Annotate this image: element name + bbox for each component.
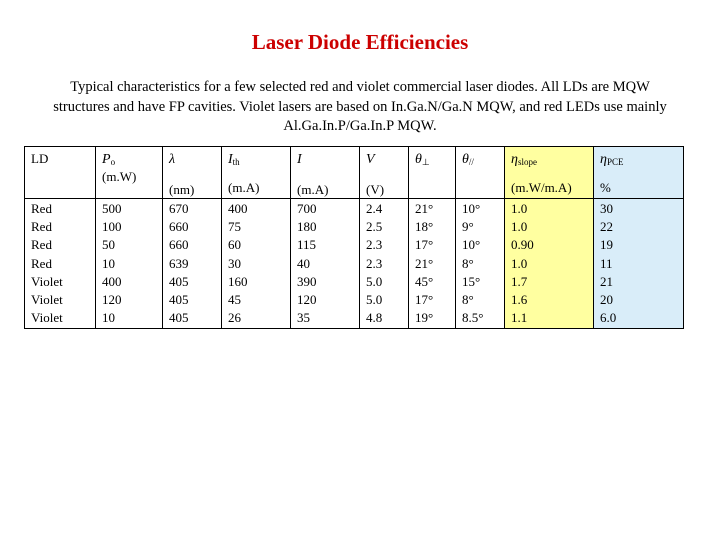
- table-cell-value: 10°: [462, 201, 481, 216]
- table-cell-value: 26: [228, 310, 241, 326]
- table-cell-value: 11: [600, 255, 613, 271]
- header-theta-perp-subscript: ⊥: [421, 157, 430, 167]
- header-ld-label: LD: [31, 151, 49, 166]
- header-lambda-unit: (nm): [169, 182, 195, 197]
- table-cell-value: 400: [228, 201, 248, 216]
- table-cell-value: 405: [169, 292, 189, 308]
- header-i-unit: (m.A): [297, 182, 329, 197]
- table-cell-value: 21°: [415, 255, 434, 271]
- column-v-cell: [360, 199, 409, 329]
- header-theta-perp-symbol: θ: [415, 152, 422, 167]
- table-cell-value: Red: [31, 201, 52, 216]
- table-cell-value: 4.8: [366, 310, 383, 326]
- header-eta-pce-symbol: η: [600, 152, 607, 167]
- table-cell-value: 660: [169, 237, 189, 253]
- table-cell-value: 10°: [462, 237, 481, 253]
- table-cell-value: 100: [102, 219, 122, 235]
- column-theta-par-cell: [456, 199, 505, 329]
- header-po-subscript: o: [110, 157, 116, 167]
- table-cell-value: Violet: [31, 292, 63, 308]
- table-cell-value: 35: [297, 310, 310, 326]
- page-title: Laser Diode Efficiencies: [251, 30, 469, 54]
- table-cell-value: 0.90: [511, 237, 534, 253]
- table-cell-value: 180: [297, 219, 317, 235]
- header-eta-slope: [505, 147, 594, 199]
- table-cell-value: 5.0: [366, 292, 383, 308]
- table-cell-value: 1.0: [511, 201, 528, 216]
- table-cell-value: 400: [102, 273, 122, 289]
- table-cell-value: 1.1: [511, 310, 528, 326]
- header-v-symbol: V: [366, 152, 375, 167]
- table-cell-value: 2.4: [366, 201, 383, 216]
- header-theta-par: [456, 147, 505, 199]
- column-lambda-cell: [163, 199, 222, 329]
- table-cell-value: 10: [102, 255, 115, 271]
- header-ith-subscript: th: [232, 157, 240, 167]
- column-po-cell: [96, 199, 163, 329]
- table-body-row: [25, 199, 684, 329]
- table-cell-value: 160: [228, 273, 248, 289]
- table-cell-value: 8°: [462, 255, 474, 271]
- column-eta-pce-cell: [594, 199, 684, 329]
- table-cell-value: 1.6: [511, 292, 528, 308]
- table-cell-value: 45°: [415, 273, 434, 289]
- header-ith-unit: (m.A): [228, 180, 260, 195]
- table-cell-value: 405: [169, 273, 189, 289]
- header-po: [96, 147, 163, 199]
- table-cell-value: 15°: [462, 273, 481, 289]
- table-cell-value: 17°: [415, 292, 434, 308]
- table-cell-value: 60: [228, 237, 241, 253]
- header-lambda: [163, 147, 222, 199]
- table-cell-value: Red: [31, 219, 52, 235]
- header-ith-symbol: I: [228, 152, 233, 167]
- table-cell-value: 21: [600, 273, 613, 289]
- table-cell-value: 405: [169, 310, 189, 326]
- table-cell-value: 8°: [462, 292, 474, 308]
- table-cell-value: 50: [102, 237, 115, 253]
- header-po-unit: (m.W): [102, 169, 137, 184]
- table-cell-value: 8.5°: [462, 310, 484, 326]
- table-cell-value: Violet: [31, 310, 63, 326]
- column-ld-cell: [25, 199, 96, 329]
- header-eta-slope-symbol: η: [511, 152, 518, 167]
- table-cell-value: 1.0: [511, 219, 528, 235]
- table-header-row: [25, 147, 684, 199]
- header-ld: [25, 147, 96, 199]
- table-cell-value: 120: [297, 292, 317, 308]
- table-cell-value: 30: [228, 255, 241, 271]
- table-cell-value: 19°: [415, 310, 434, 326]
- table-cell-value: 75: [228, 219, 241, 235]
- table-cell-value: 30: [600, 201, 613, 216]
- header-eta-pce-unit: %: [600, 180, 611, 195]
- column-i-cell: [291, 199, 360, 329]
- table-cell-value: 700: [297, 201, 317, 216]
- header-theta-perp: [409, 147, 456, 199]
- header-eta-slope-subscript: slope: [517, 157, 537, 167]
- table-cell-value: 120: [102, 292, 122, 308]
- table-cell-value: 115: [297, 237, 317, 253]
- table-cell-value: 9°: [462, 219, 474, 235]
- table-cell-value: 6.0: [600, 310, 617, 326]
- table-cell-value: 19: [600, 237, 613, 253]
- table-cell-value: 2.5: [366, 219, 383, 235]
- table-cell-value: 1.7: [511, 273, 528, 289]
- header-i: [291, 147, 360, 199]
- table-cell-value: 2.3: [366, 255, 383, 271]
- intro-paragraph: Typical characteristics for a few selected red and violet commercial laser diodes. All LDs are MQW structures and have FP cavities. Violet lasers are based on In.Ga.N/Ga.N MQW, and red LEDs use mainly Al.Ga.In.P/Ga.In.P MQW.: [53, 79, 667, 134]
- column-theta-perp-cell: [409, 199, 456, 329]
- table-cell-value: 20: [600, 292, 613, 308]
- header-v-unit: (V): [366, 182, 385, 197]
- table-cell-value: 21°: [415, 201, 434, 216]
- table-cell-value: Violet: [31, 273, 63, 289]
- header-po-symbol: P: [102, 152, 111, 167]
- table-cell-value: 10: [102, 310, 115, 326]
- header-theta-par-subscript: //: [468, 157, 474, 167]
- header-lambda-symbol: λ: [169, 152, 176, 167]
- table-cell-value: 670: [169, 201, 189, 216]
- table-cell-value: 639: [169, 255, 189, 271]
- header-eta-pce-subscript: PCE: [606, 157, 624, 167]
- table-cell-value: Red: [31, 255, 52, 271]
- table-cell-value: 500: [102, 201, 122, 216]
- table-cell-value: 45: [228, 292, 241, 308]
- header-v: [360, 147, 409, 199]
- header-eta-pce: [594, 147, 684, 199]
- table-cell-value: Red: [31, 237, 52, 253]
- table-cell-value: 390: [297, 273, 317, 289]
- column-ith-cell: [222, 199, 291, 329]
- header-theta-par-symbol: θ: [462, 152, 469, 167]
- table-cell-value: 2.3: [366, 237, 383, 253]
- laser-diode-table: [24, 146, 684, 329]
- table-cell-value: 1.0: [511, 255, 528, 271]
- column-eta-slope-cell: [505, 199, 594, 329]
- table-cell-value: 40: [297, 255, 310, 271]
- header-ith: [222, 147, 291, 199]
- header-eta-slope-unit: (m.W/m.A): [511, 180, 572, 195]
- table-cell-value: 5.0: [366, 273, 383, 289]
- table-cell-value: 660: [169, 219, 189, 235]
- table-cell-value: 22: [600, 219, 613, 235]
- table-cell-value: 17°: [415, 237, 434, 253]
- header-i-symbol: I: [297, 152, 302, 167]
- table-cell-value: 18°: [415, 219, 434, 235]
